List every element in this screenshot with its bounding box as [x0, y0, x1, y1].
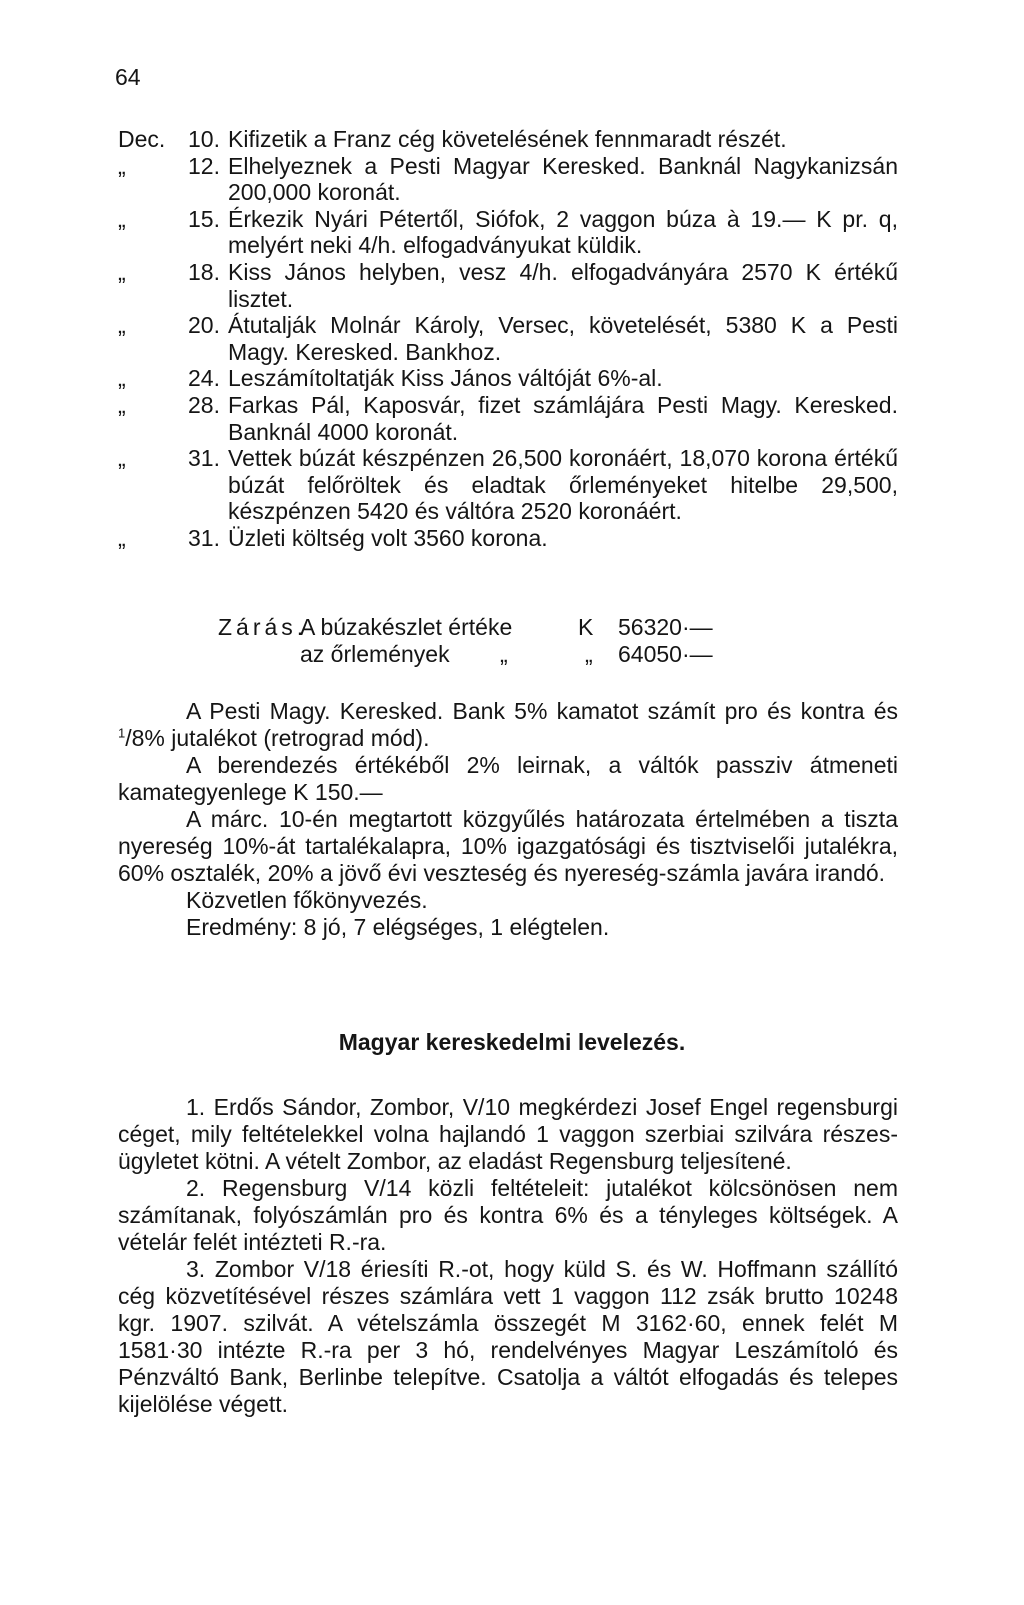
journal-entries	[118, 126, 898, 552]
entry-day: 20 .	[170, 312, 220, 339]
entry-text: Elhelyeznek a Pesti Magyar Keresked. Banknál Nagykanizsán 200,000 koronát.	[228, 152, 898, 206]
section-heading: Magyar kereskedelmi levelezés.	[338, 1029, 686, 1055]
entry-day: 31 .	[170, 525, 220, 552]
journal-entry	[118, 445, 898, 525]
entry-month: „	[118, 524, 126, 551]
entry-day: 24 .	[170, 365, 220, 392]
closing-ditto-mark: „	[500, 641, 508, 667]
letter-paragraph: 2. Regensburg V/14 közli feltételeit: jutalékot kölcsönösen nem számítanak, folyószámlán pro és kontra 6% és a tényleges költségek. A vételár felét intézteti R.-ra.	[118, 1175, 898, 1255]
closing-value: 64050·—	[618, 641, 713, 667]
journal-entry	[118, 365, 898, 392]
entry-month: „	[118, 205, 126, 232]
entry-month: Dec.	[118, 126, 166, 152]
entry-month: „	[118, 152, 126, 179]
entry-day: 10 .	[170, 126, 220, 153]
ledger-note: Közvetlen főkönyvezés.	[186, 887, 428, 913]
entry-day: 15 .	[170, 206, 220, 233]
journal-entry	[118, 206, 898, 259]
closing-description: az őrlemények	[300, 641, 450, 667]
entry-text: Vettek búzát készpénzen 26,500 koronáért, 18,070 korona értékű búzát felőröltek és eladtak őrleményeket hitelbe 29,500, készpénzen 5420 és váltóra 2520 koronáért.	[228, 445, 898, 525]
notes-block	[118, 698, 898, 941]
entry-text: Kifizetik a Franz cég követelésének fennmaradt részét.	[228, 126, 787, 152]
closing-description: A búzakészlet értéke	[300, 614, 513, 640]
entry-text: Kiss János helyben, vesz 4/h. elfogadványára 2570 K értékű lisztet.	[228, 258, 898, 312]
bank-note-text-cont: /8% jutalékot (retrograd mód).	[125, 725, 430, 751]
entry-day: 31 .	[170, 445, 220, 472]
entry-day: 12 .	[170, 153, 220, 180]
entry-month: „	[118, 258, 126, 285]
entry-text: Üzleti költség volt 3560 korona.	[228, 524, 548, 551]
entry-month: „	[118, 445, 126, 472]
closing-value: 56320·—	[618, 614, 713, 640]
bank-note-text: A Pesti Magy. Keresked. Bank 5% kamatot számít pro és kontra és	[186, 698, 898, 724]
journal-entry	[118, 392, 898, 445]
meeting-note: A márc. 10-én megtartott közgyűlés határozata értelmében a tiszta nyereség 10%-át tartalékalapra, 10% igazgatósági és tisztviselői jutalékra, 60% osztalék, 20% a jövő évi veszteség és nyereség-számla javára irandó.	[118, 806, 898, 886]
entry-text: Átutalják Molnár Károly, Versec, követelését, 5380 K a Pesti Magy. Keresked. Bankhoz.	[228, 312, 898, 365]
journal-entry	[118, 312, 898, 365]
entry-text: Leszámítoltatják Kiss János váltóját 6%-al.	[228, 365, 663, 392]
fraction-numerator: 1	[118, 725, 126, 741]
entry-month: „	[118, 365, 126, 392]
entry-month: „	[118, 312, 126, 339]
journal-entry	[118, 259, 898, 312]
entry-text: Farkas Pál, Kaposvár, fizet számlájára Pesti Magy. Keresked. Banknál 4000 koronát.	[228, 391, 898, 445]
result-note: Eredmény: 8 jó, 7 elégséges, 1 elégtelen.	[186, 914, 610, 940]
entry-day: 28 .	[170, 392, 220, 419]
journal-entry	[118, 153, 898, 206]
closing-ditto-mark: „	[585, 641, 593, 667]
letters-block	[118, 1094, 898, 1418]
journal-entry	[118, 525, 898, 552]
letter-paragraph: 3. Zombor V/18 ériesíti R.-ot, hogy küld S. és W. Hoffmann szállító cég közvetítésével részes számlára vett 1 vaggon 112 zsák brutto 10248 kgr. 1907. szilvát. A vételszámla összegét M 3162·60, ennek felét M 1581·30 intézte R.-ra per 3 hó, rendelvényes Magyar Leszámítoló és Pénzváltó Bank, Berlinbe telepítve. Csatolja a váltót elfogadás és telepes kijelölése végett.	[118, 1256, 898, 1417]
entry-day: 18 .	[170, 259, 220, 286]
entry-month: „	[118, 391, 126, 418]
bank-note	[118, 698, 898, 752]
closing-unit: K	[578, 614, 594, 640]
closing-label: Zárás.	[218, 614, 308, 640]
page-number: 64	[115, 64, 141, 90]
depreciation-note: A berendezés értékéből 2% leirnak, a váltók passziv átmeneti kamategyenlege K 150.—	[118, 752, 898, 805]
journal-entry	[118, 126, 898, 153]
letter-paragraph: 1. Erdős Sándor, Zombor, V/10 megkérdezi Josef Engel regensburgi céget, mily feltételekkel volna hajlandó 1 vaggon szerbiai szilvára részes-ügyletet kötni. A vételt Zombor, az eladást Regensburg teljesítené.	[118, 1094, 898, 1174]
entry-text: Érkezik Nyári Pétertől, Siófok, 2 vaggon búza à 19.— K pr. q, melyért neki 4/h. elfogadványukat küldik.	[228, 205, 898, 259]
